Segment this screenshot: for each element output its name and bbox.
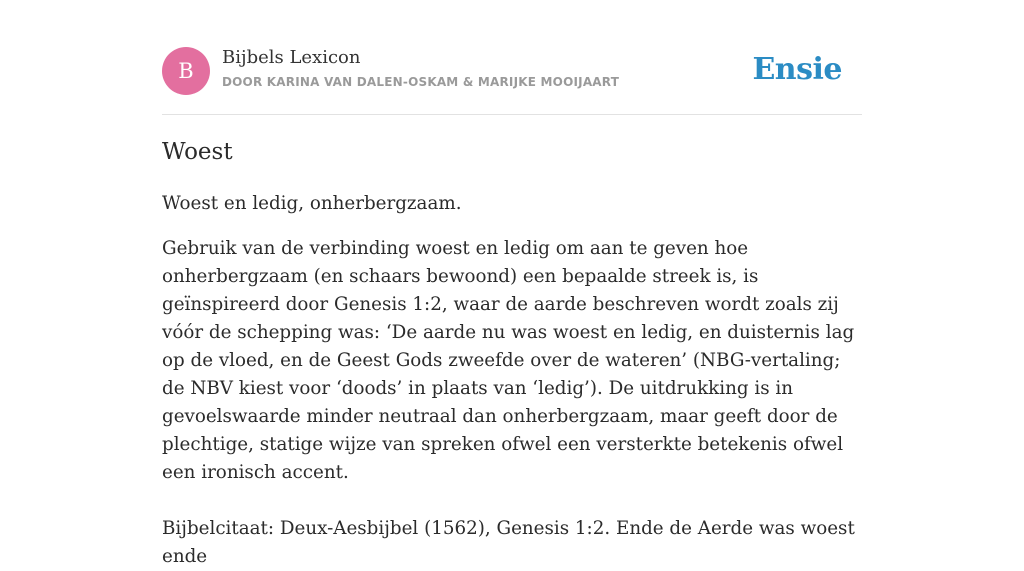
source-header <box>162 46 862 115</box>
entry-citation: Bijbelcitaat: Deux-Aesbijbel (1562), Genesis 1:2. Ende de Aerde was woest ende <box>162 518 855 567</box>
ensie-logo[interactable]: Ensie <box>752 52 842 87</box>
source-avatar[interactable]: B <box>162 47 210 95</box>
source-author: DOOR KARINA VAN DALEN-OSKAM & MARIJKE MOOIJAART <box>222 75 620 89</box>
source-title-link[interactable]: Bijbels Lexicon <box>222 47 361 68</box>
entry-body: Gebruik van de verbinding woest en ledig om aan te geven hoe onherbergzaam (en schaars bewoond) een bepaalde streek is, is geïnspireerd door Genesis 1:2, waar de aarde beschreven wordt zoals zij vóór de schepping was: ‘De aarde nu was woest en ledig, en duisternis lag op de vloed, en de Geest Gods zweefde over de wateren’ (NBG-vertaling; de NBV kiest voor ‘doods’ in plaats van ‘ledig’). De uitdrukking is in gevoelswaarde minder neutraal dan onherbergzaam, maar geeft door de plechtige, statige wijze van spreken ofwel een versterkte betekenis ofwel een ironisch accent. <box>162 238 855 483</box>
entry-title: Woest <box>162 139 233 165</box>
entry-definition: Woest en ledig, onherbergzaam. <box>162 193 462 214</box>
entry-article <box>162 136 862 571</box>
